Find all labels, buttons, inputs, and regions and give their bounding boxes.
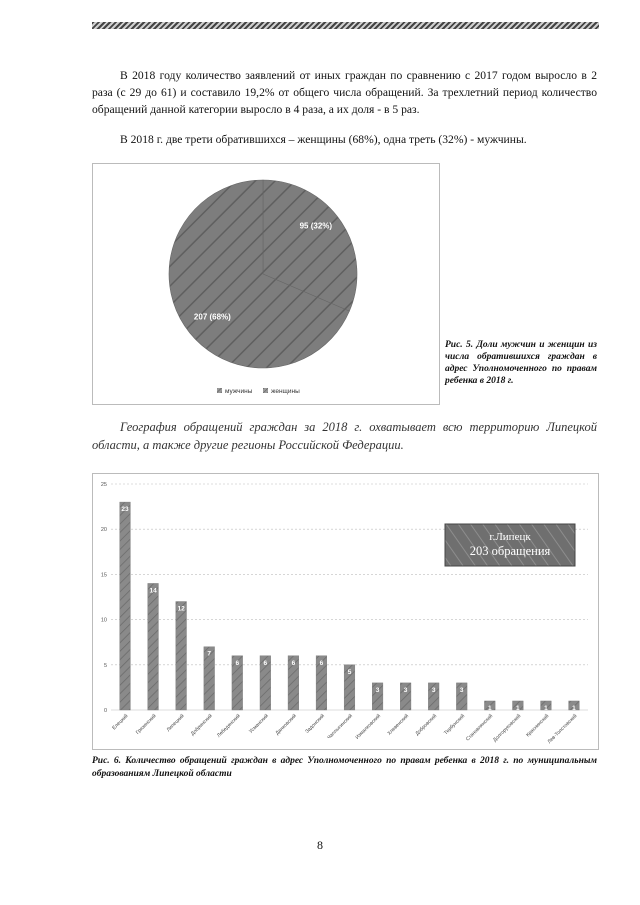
bar-chart-frame bbox=[92, 473, 599, 750]
bar-value-label-13: 1 bbox=[487, 704, 492, 712]
x-tick-label-9: Измалковский bbox=[354, 713, 382, 741]
x-tick-label-8: Чаплыгинский bbox=[326, 713, 354, 741]
bar-0 bbox=[120, 502, 131, 710]
bar-value-label-7: 6 bbox=[319, 659, 324, 667]
bar-value-label-14: 1 bbox=[516, 704, 520, 712]
bar-value-label-3: 7 bbox=[207, 650, 212, 658]
x-tick-label-12: Тербунский bbox=[443, 713, 467, 737]
lipetsk-inset-line-1: 203 обращения bbox=[469, 544, 551, 558]
x-tick-label-5: Усманский bbox=[248, 713, 270, 735]
bar-value-label-1: 14 bbox=[149, 587, 157, 595]
pie-legend-label-1: женщины bbox=[271, 388, 300, 395]
bar-value-label-2: 12 bbox=[177, 605, 185, 613]
pie-figure-caption: Рис. 5. Доли мужчин и женщин из числа обратившихся граждан в адрес Уполномоченного по правам ребенка в 2018 г. bbox=[445, 340, 597, 386]
x-tick-label-6: Данковский bbox=[274, 713, 298, 737]
pie-slice-label-0: 95 (32%) bbox=[299, 221, 333, 231]
y-tick-label-0: 0 bbox=[103, 708, 107, 714]
page-number: 8 bbox=[317, 838, 323, 852]
bar-value-label-9: 3 bbox=[375, 686, 380, 694]
paragraph-geography: География обращений граждан за 2018 г. охватывает всю территорию Липецкой области, а также другие регионы Российской Федерации. bbox=[92, 420, 597, 452]
x-tick-label-0: Елецкий bbox=[111, 713, 130, 732]
pie-legend-label-0: мужчины bbox=[225, 388, 253, 395]
x-tick-label-2: Липецкий bbox=[165, 713, 186, 734]
paragraph-appeals-growth: В 2018 году количество заявлений от иных граждан по сравнению с 2017 годом выросло в 2 раза (с 29 до 61) и составило 19,2% от общего числа обращений. За трехлетний период количество обращений данной категории выросло в 4 раза, а их доля - в 5 раз. bbox=[92, 69, 597, 116]
bar-figure-caption: Рис. 6. Количество обращений граждан в адрес Уполномоченного по правам ребенка в 2018 г. по муниципальным образованиям Липецкой области bbox=[92, 756, 597, 779]
x-tick-label-14: Долгоруковский bbox=[492, 713, 523, 744]
y-tick-label-1: 5 bbox=[103, 662, 107, 669]
x-tick-label-11: Добровский bbox=[414, 713, 439, 737]
pie-slice-label-1: 207 (68%) bbox=[193, 312, 231, 322]
bar-2 bbox=[176, 602, 187, 710]
bar-value-label-5: 6 bbox=[263, 659, 268, 667]
lipetsk-inset-line-0: г.Липецк bbox=[489, 531, 531, 543]
bar-value-label-11: 3 bbox=[431, 686, 436, 694]
x-tick-label-4: Лебедянский bbox=[216, 713, 242, 739]
header-rule bbox=[92, 22, 599, 29]
bar-chart bbox=[93, 474, 598, 749]
bar-value-label-12: 3 bbox=[459, 686, 464, 694]
bar-value-label-16: 1 bbox=[572, 704, 576, 712]
x-tick-label-3: Добринский bbox=[189, 713, 214, 738]
x-tick-label-1: Грязинский bbox=[134, 713, 158, 736]
pie-legend-swatch-1 bbox=[263, 388, 268, 393]
x-tick-label-7: Задонский bbox=[304, 713, 326, 735]
y-tick-label-5: 25 bbox=[100, 482, 107, 488]
x-tick-label-13: Становлянский bbox=[464, 713, 495, 743]
bar-value-label-15: 1 bbox=[544, 704, 548, 712]
x-tick-label-16: Лев-Толстовский bbox=[546, 713, 579, 746]
pie-legend-swatch-0 bbox=[217, 388, 222, 393]
bar-value-label-6: 6 bbox=[291, 659, 296, 667]
bar-value-label-8: 5 bbox=[347, 668, 352, 676]
bar-value-label-4: 6 bbox=[235, 659, 240, 667]
y-tick-label-4: 20 bbox=[100, 527, 107, 534]
pie-chart-frame bbox=[92, 163, 440, 405]
pie-chart bbox=[93, 164, 439, 404]
x-tick-label-15: Краснинский bbox=[525, 713, 551, 739]
bar-value-label-0: 23 bbox=[121, 506, 129, 514]
paragraph-gender-share: В 2018 г. две трети обратившихся – женщины (68%), одна треть (32%) - мужчины. bbox=[120, 133, 527, 146]
x-tick-label-10: Хлевенский bbox=[386, 713, 411, 737]
bar-value-label-10: 3 bbox=[403, 686, 408, 694]
y-tick-label-2: 10 bbox=[100, 617, 107, 624]
y-tick-label-3: 15 bbox=[100, 572, 107, 579]
bar-1 bbox=[148, 583, 159, 710]
